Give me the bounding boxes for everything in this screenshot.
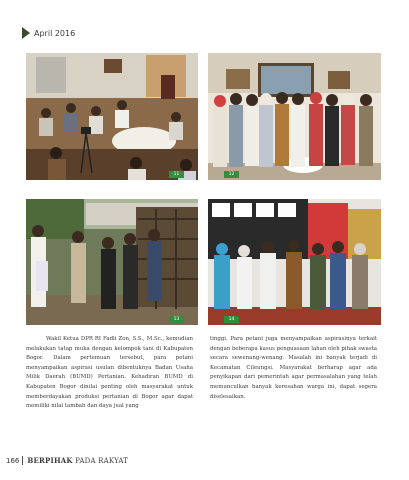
photo-meeting	[26, 53, 198, 180]
photo-group-living-room	[208, 53, 381, 180]
group-photo-living-room-icon	[208, 53, 381, 180]
body-paragraph: tinggi. Para petani juga menyampaikan aspirasinya terkait dengan beberapa kasus penguasaan lahan oleh pihak swasta secara sewenang-wenang. Masalah ini banyak terjadi di Kecamatan Cileungsi. Masyarakat berharap agar ada penyikapan dari pemerintah agar permasalahan yang telah memunculkan banyak keresahan warga ini, dapat segera diselesaikan.	[210, 336, 377, 400]
footer-brand	[27, 456, 128, 465]
body-paragraph: Wakil Ketua DPR RI Fadli Zon, S.S., M.Sc., kemudian melakukan tatap muka dengan kelompok tani di Kabupaten Bogor. Dalam pertemuan tersebut, para petani menyampaikan aspirasi usulan dibentuknya Badan Usaha Milik Daerah (BUMD) Pertanian. Kehadiran BUMD di Kabupaten Bogor dinilai penting oleh masyarakat untuk memberdayakan produksi pertanian di Bogor agar dapat memiliki nilai tambah dan daya jual yang	[26, 336, 193, 410]
photo-village-visit	[26, 199, 198, 325]
meeting-room-photo-icon	[26, 53, 198, 180]
body-column-left	[26, 335, 193, 412]
photo-number-badge: 14	[224, 316, 239, 323]
page-number: 166	[6, 457, 20, 465]
photo-number-badge: 12	[224, 171, 239, 178]
group-photo-outdoor-icon	[208, 199, 381, 325]
page-footer	[6, 456, 128, 465]
body-column-right	[210, 335, 377, 402]
footer-divider	[22, 456, 23, 465]
header-date: April 2016	[34, 28, 76, 38]
brand-rest: PADA RAKYAT	[75, 457, 129, 465]
village-visit-photo-icon	[26, 199, 198, 325]
photo-number-badge: 11	[169, 171, 184, 178]
triangle-marker-icon	[22, 27, 30, 39]
page-header	[22, 27, 75, 39]
photo-number-badge: 13	[169, 316, 184, 323]
brand-bold: BERPIHAK	[27, 456, 73, 465]
photo-group-outdoor	[208, 199, 381, 325]
